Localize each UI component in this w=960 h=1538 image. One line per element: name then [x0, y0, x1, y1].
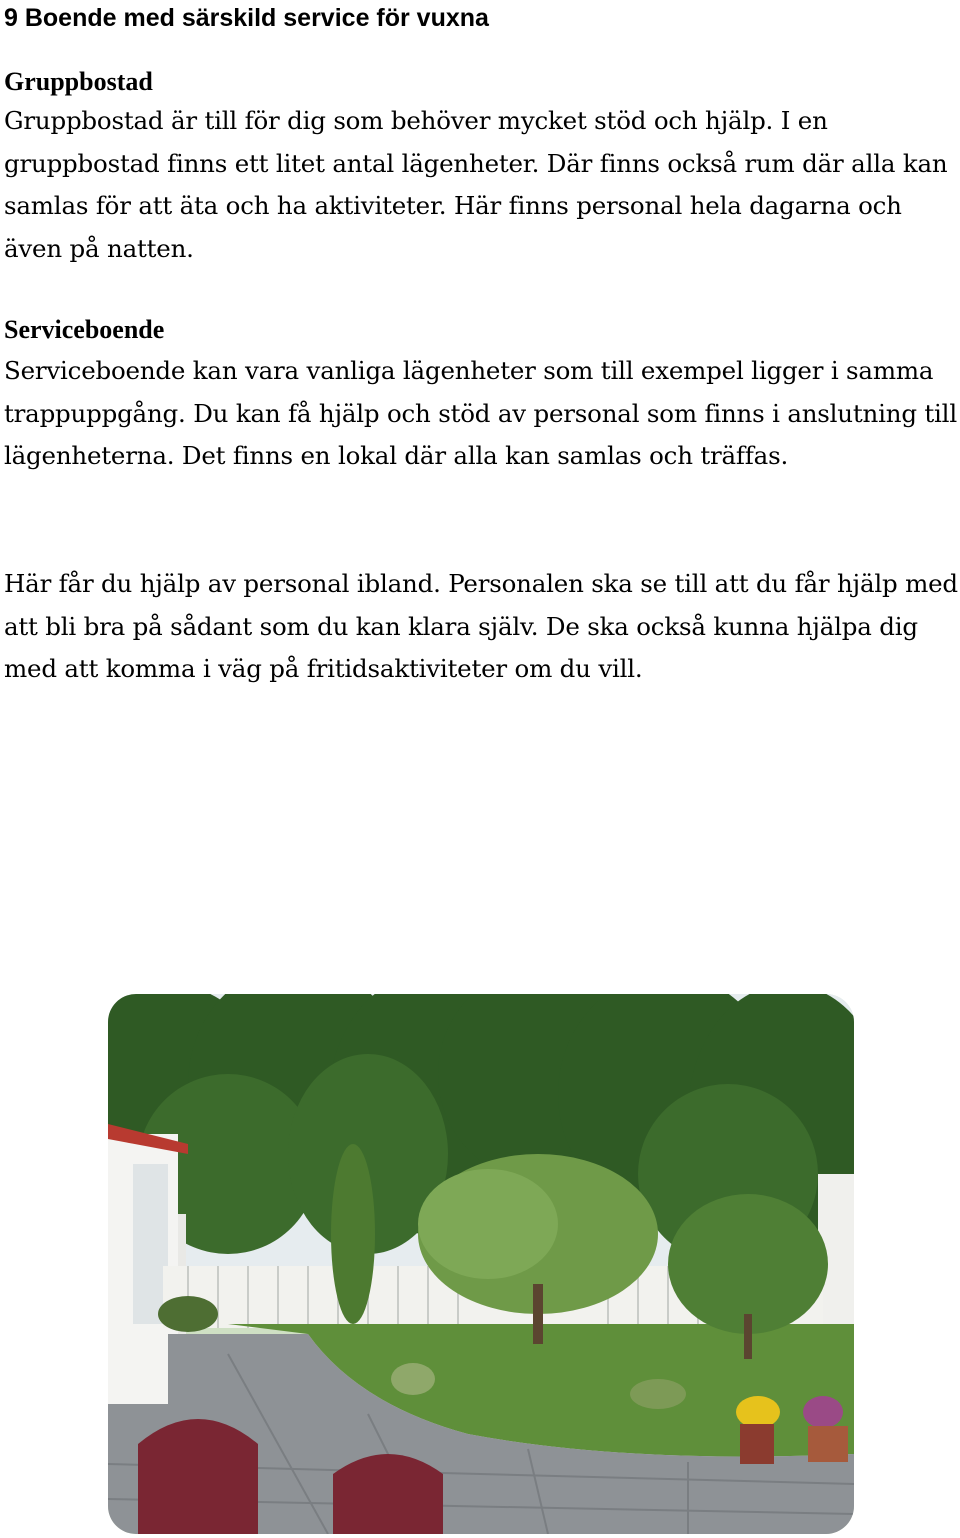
paragraph-personal-help: Här får du hjälp av personal ibland. Personalen ska se till att du får hjälp med att bli bra på sådant som du kan klara själv. De ska också kunna hjälpa dig med att komma i väg på fritidsaktiviteter om du vill.	[4, 569, 958, 683]
paragraph-gruppbostad: Gruppbostad är till för dig som behöver mycket stöd och hjälp. I en gruppbostad finns ett litet antal lägenheter. Där finns också rum där alla kan samlas för att äta och ha aktiviteter. Här finns personal hela dagarna och även på natten.	[4, 106, 948, 263]
paragraph-serviceboende: Serviceboende kan vara vanliga lägenheter som till exempel ligger i samma trappuppgång. Du kan få hjälp och stöd av personal som finns i anslutning till lägenheterna. Det finns en lokal där alla kan samlas och träffas.	[4, 356, 957, 470]
chair-left	[138, 1419, 258, 1534]
section-heading-serviceboende: Serviceboende	[4, 315, 165, 344]
chair-right	[333, 1454, 443, 1534]
section-heading-gruppbostad: Gruppbostad	[4, 67, 153, 96]
document-page	[4, 0, 958, 683]
garden-photo	[108, 994, 854, 1534]
chapter-title: 9 Boende med särskild service för vuxna	[4, 4, 489, 32]
